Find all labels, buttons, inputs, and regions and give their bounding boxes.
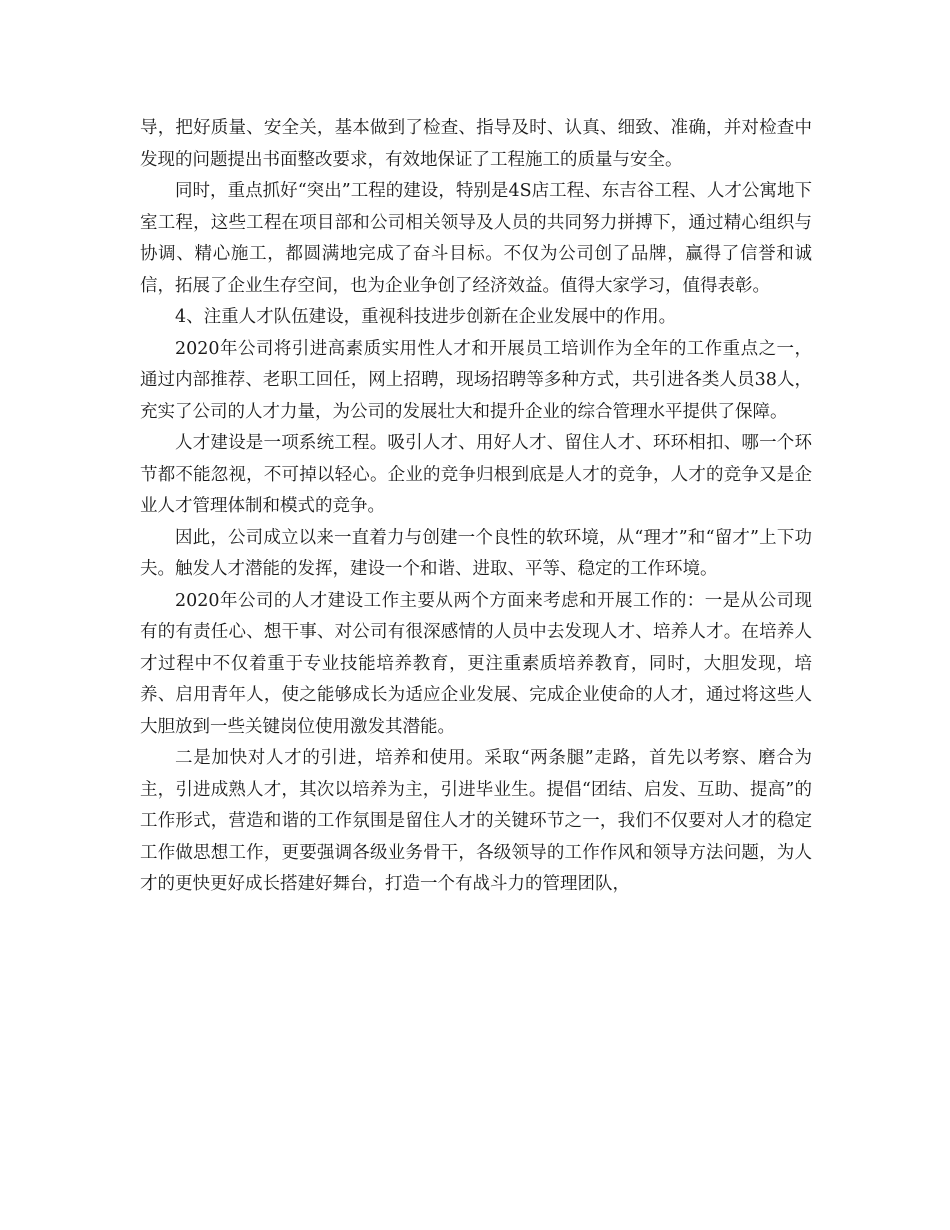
paragraph-continuation: 导，把好质量、安全关，基本做到了检查、指导及时、认真、细致、准确，并对检查中发现的问题提出书面整改要求，有效地保证了工程施工的质量与安全。 (140, 118, 812, 170)
paragraph-soft-environment: 因此，公司成立以来一直着力与创建一个良性的软环境，从“理才”和“留才”上下功夫。触发人才潜能的发挥，建设一个和谐、进取、平等、稳定的工作环境。 (140, 527, 812, 579)
paragraph-two-aspects: 2020年公司的人才建设工作主要从两个方面来考虑和开展工作的：一是从公司现有的有责任心、想干事、对公司有很深感情的人员中去发现人才、培养人才。在培养人才过程中不仅着重于专业技能培养教育，更注重素质培养教育，同时，大胆发现，培养、启用青年人，使之能够成长为适应企业发展、完成企业使命的人才，通过将这些人大胆放到一些关键岗位使用激发其潜能。 (140, 590, 812, 737)
paragraph-introduce-talent: 二是加快对人才的引进，培养和使用。采取“两条腿”走路，首先以考察、磨合为主，引进成熟人才，其次以培养为主，引进毕业生。提倡“团结、启发、互助、提高”的工作形式，营造和谐的工作氛围是留住人才的关键环节之一，我们不仅要对人才的稳定工作做思想工作，更要强调各级业务骨干，各级领导的工作作风和领导方法问题，为人才的更快更好成长搭建好舞台，打造一个有战斗力的管理团队， (140, 748, 812, 894)
paragraph-key-projects: 同时，重点抓好“突出”工程的建设，特别是4S店工程、东吉谷工程、人才公寓地下室工程，这些工程在项目部和公司相关领导及人员的共同努力拼搏下，通过精心组织与协调、精心施工，都圆满地完成了奋斗目标。不仅为公司创了品牌，赢得了信誉和诚信，拓展了企业生存空间，也为企业争创了经济效益。值得大家学习，值得表彰。 (140, 181, 812, 296)
paragraph-talent-system: 人才建设是一项系统工程。吸引人才、用好人才、留住人才、环环相扣、哪一个环节都不能忽视，不可掉以轻心。企业的竞争归根到底是人才的竞争，人才的竞争又是企业人才管理体制和模式的竞争。 (140, 433, 812, 516)
section-heading-talent: 4、注重人才队伍建设，重视科技进步创新在企业发展中的作用。 (175, 307, 677, 327)
paragraph-recruitment: 2020年公司将引进高素质实用性人才和开展员工培训作为全年的工作重点之一，通过内部推荐、老职工回任，网上招聘，现场招聘等多种方式，共引进各类人员38人，充实了公司的人才力量，为公司的发展壮大和提升企业的综合管理水平提供了保障。 (140, 338, 812, 422)
document-body (140, 113, 812, 901)
